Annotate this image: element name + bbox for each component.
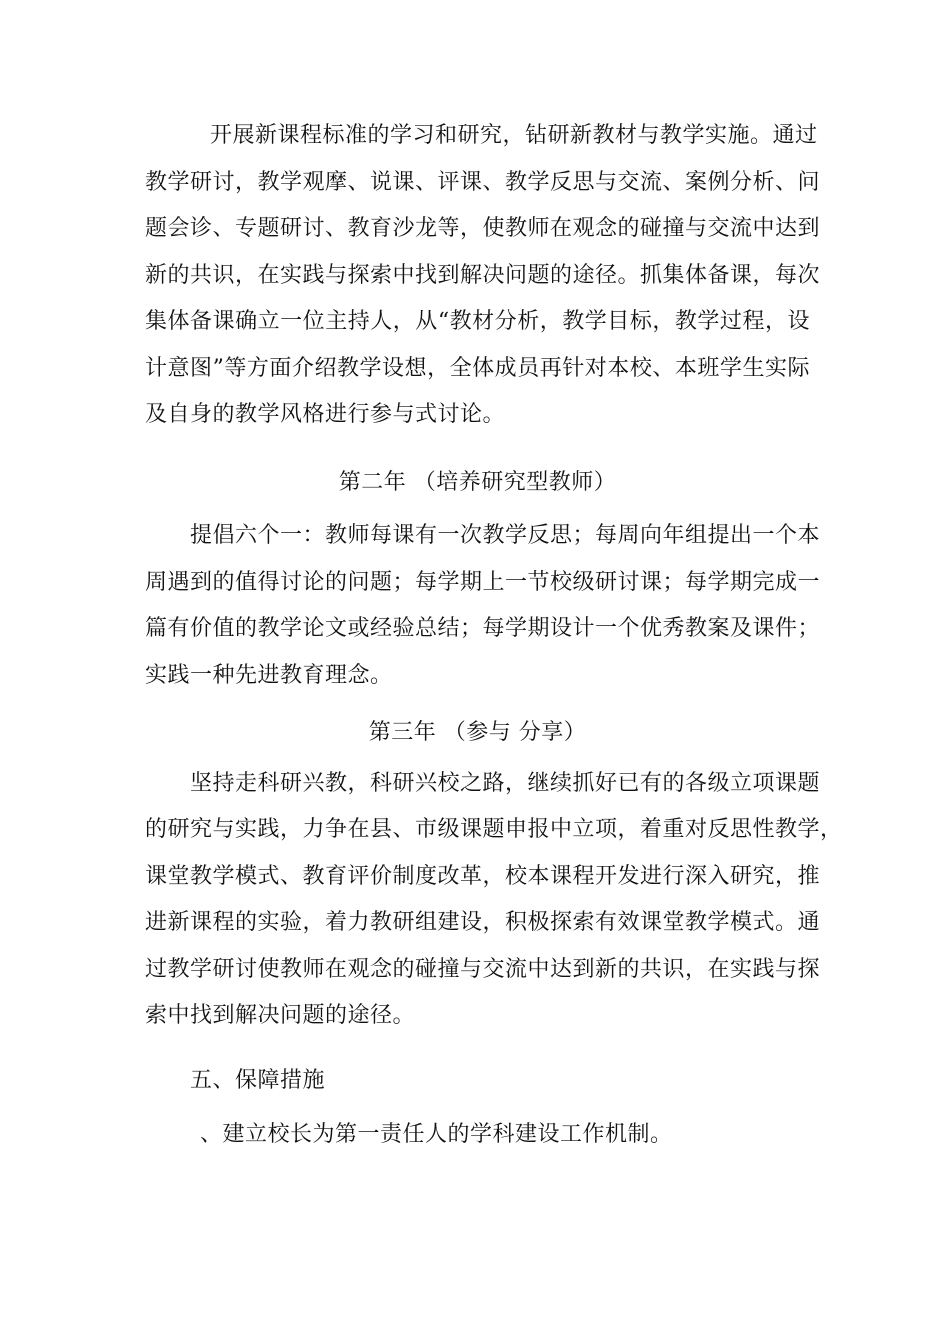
paragraph-line: 新的共识，在实践与探索中找到解决问题的途径。抓集体备课，每次 (145, 263, 821, 288)
section-heading-safeguards: 五、保障措施 (190, 1068, 326, 1093)
section-heading-year3: 第三年 （参与 分享） (368, 720, 587, 745)
paragraph-line: 集体备课确立一位主持人，从“教材分析，教学目标，教学过程，设 (145, 309, 810, 334)
paragraph-line: 及自身的教学风格进行参与式讨论。 (145, 402, 506, 427)
paragraph-line: 开展新课程标准的学习和研究，钻研新教材与教学实施。通过 (210, 123, 818, 148)
paragraph-line: 的研究与实践，力争在县、市级课题申报中立项，着重对反思性教学， (145, 817, 843, 842)
paragraph-line: 篇有价值的教学论文或经验总结；每学期设计一个优秀教案及课件； (145, 616, 821, 641)
paragraph-line: 题会诊、专题研讨、教育沙龙等，使教师在观念的碰撞与交流中达到 (145, 216, 821, 241)
section-heading-year2: 第二年 （培养研究型教师） (338, 470, 617, 495)
list-item: 、建立校长为第一责任人的学科建设工作机制。 (200, 1122, 673, 1147)
paragraph-line: 计意图”等方面介绍教学设想，全体成员再针对本校、本班学生实际 (145, 356, 810, 381)
paragraph-line: 进新课程的实验，着力教研组建设，积极探索有效课堂教学模式。通 (145, 910, 821, 935)
paragraph-line: 实践一种先进教育理念。 (145, 663, 393, 688)
paragraph-line: 索中找到解决问题的途径。 (145, 1003, 416, 1028)
paragraph-line: 过教学研讨使教师在观念的碰撞与交流中达到新的共识，在实践与探 (145, 957, 821, 982)
paragraph-line: 周遇到的值得讨论的问题；每学期上一节校级研讨课；每学期完成一 (145, 570, 821, 595)
paragraph-line: 坚持走科研兴教，科研兴校之路，继续抓好已有的各级立项课题 (190, 771, 821, 796)
paragraph-line: 教学研讨，教学观摩、说课、评课、教学反思与交流、案例分析、问 (145, 170, 821, 195)
paragraph-line: 课堂教学模式、教育评价制度改革，校本课程开发进行深入研究，推 (145, 864, 821, 889)
paragraph-line: 提倡六个一：教师每课有一次教学反思；每周向年组提出一个本 (190, 523, 821, 548)
